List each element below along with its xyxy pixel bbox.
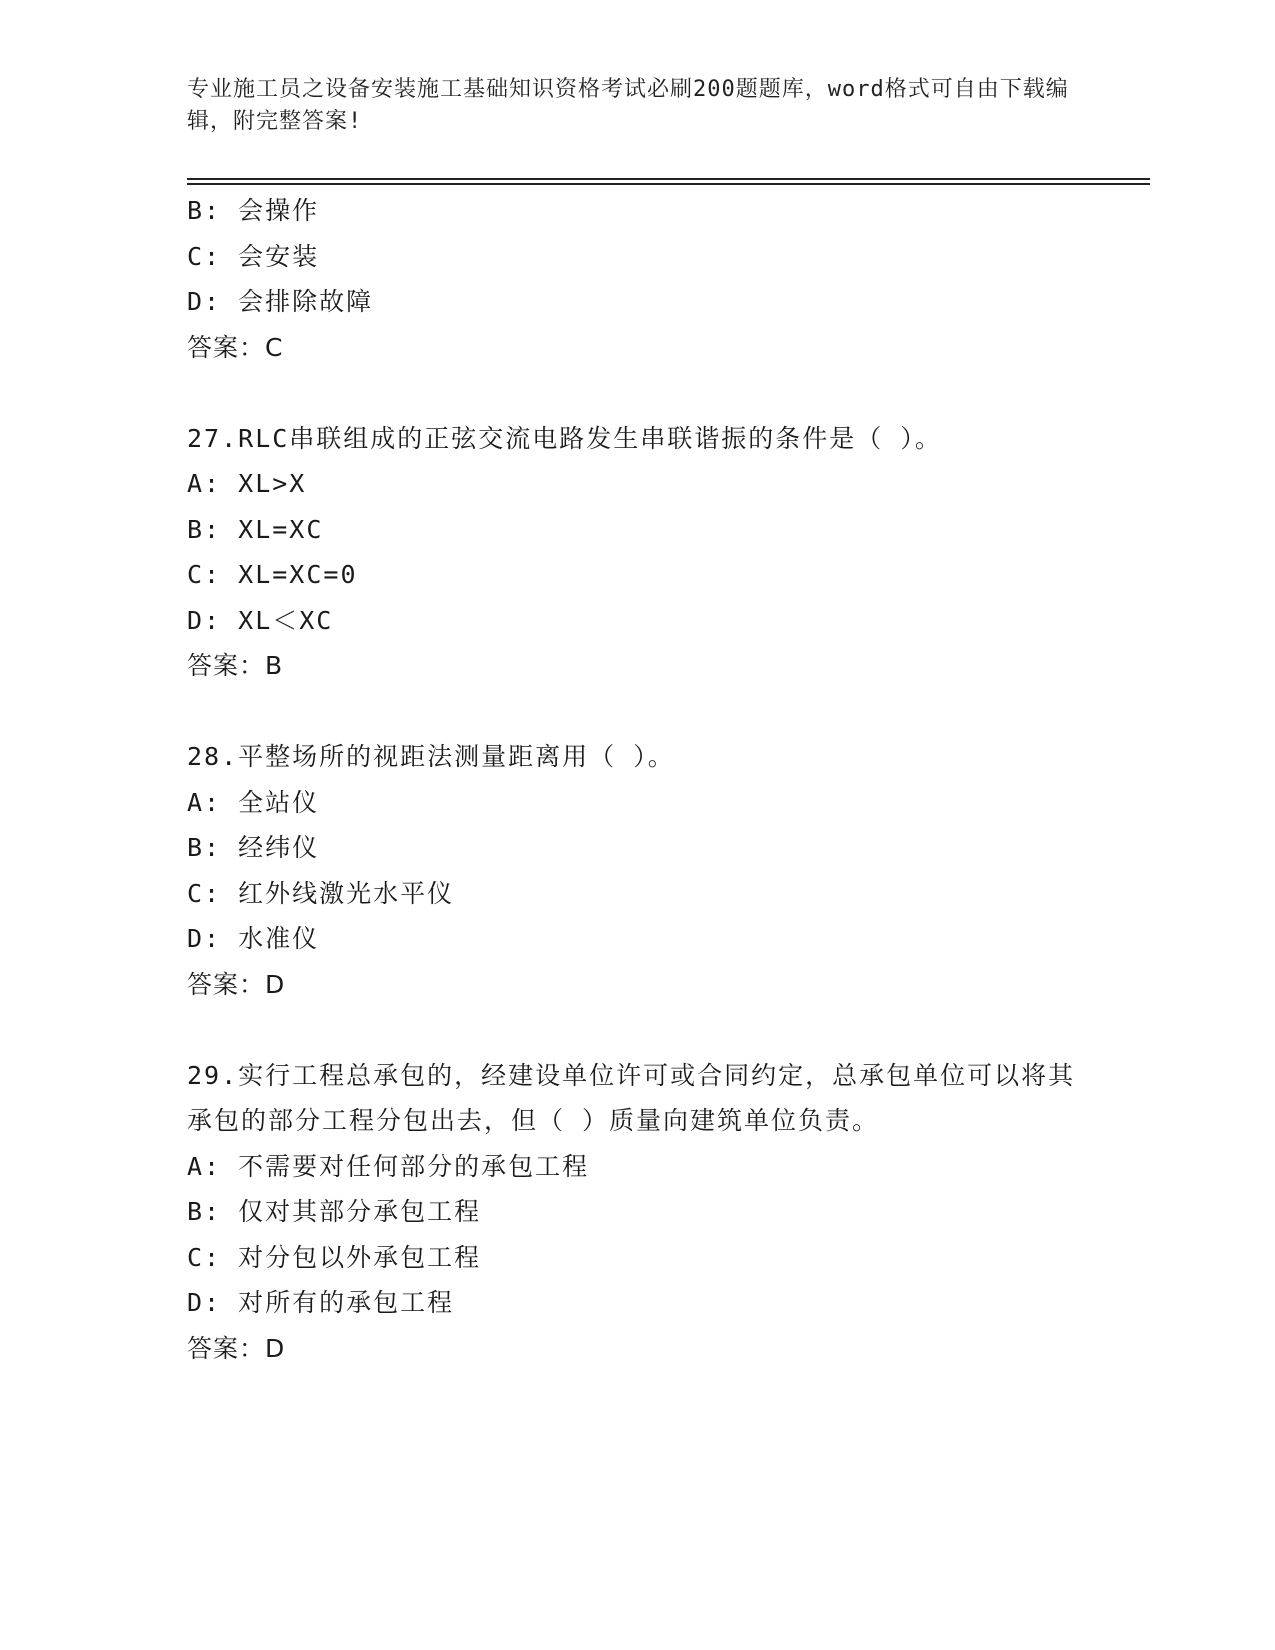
answer: 答案：B <box>187 651 284 680</box>
option-b: B: XL=XC <box>187 514 324 544</box>
answer: 答案：D <box>187 969 286 999</box>
option-a: A: 全站仪 <box>187 787 320 817</box>
option-a: A: XL>X <box>187 469 307 498</box>
spacer <box>187 370 1087 416</box>
question-title: 29.实行工程总承包的，经建设单位许可或合同约定，总承包单位可以将其承包的部分工程分包出去，但（ ）质量向建筑单位负责。 <box>187 1060 1076 1135</box>
option-d: D: 水准仪 <box>187 924 320 953</box>
document-header: 专业施工员之设备安装施工基础知识资格考试必刷200题题库，word格式可自由下载编辑，附完整答案! <box>187 77 1069 134</box>
option-d: D: XL＜XC <box>187 605 334 635</box>
option-d: D: 会排除故障 <box>187 287 374 316</box>
option-b: B: 仅对其部分承包工程 <box>187 1197 482 1226</box>
answer: 答案：D <box>187 1333 286 1363</box>
question-title: 27.RLC串联组成的正弦交流电路发生串联谐振的条件是（ ）。 <box>187 423 942 453</box>
option-c: C: 红外线激光水平仪 <box>187 878 455 908</box>
question-content <box>187 188 1087 1371</box>
spacer <box>187 1007 1087 1053</box>
question-title: 28.平整场所的视距法测量距离用（ ）。 <box>187 742 675 771</box>
option-c: C: XL=XC=0 <box>187 560 358 589</box>
spacer <box>187 689 1087 735</box>
header-rule-top <box>187 178 1150 180</box>
option-a: A: 不需要对任何部分的承包工程 <box>187 1151 590 1181</box>
option-d: D: 对所有的承包工程 <box>187 1288 455 1317</box>
option-b: B: 会操作 <box>187 196 320 225</box>
option-c: C: 会安装 <box>187 241 320 271</box>
option-c: C: 对分包以外承包工程 <box>187 1242 482 1272</box>
header-rule-bottom <box>187 183 1150 185</box>
option-b: B: 经纬仪 <box>187 833 320 862</box>
answer: 答案：C <box>187 332 284 362</box>
